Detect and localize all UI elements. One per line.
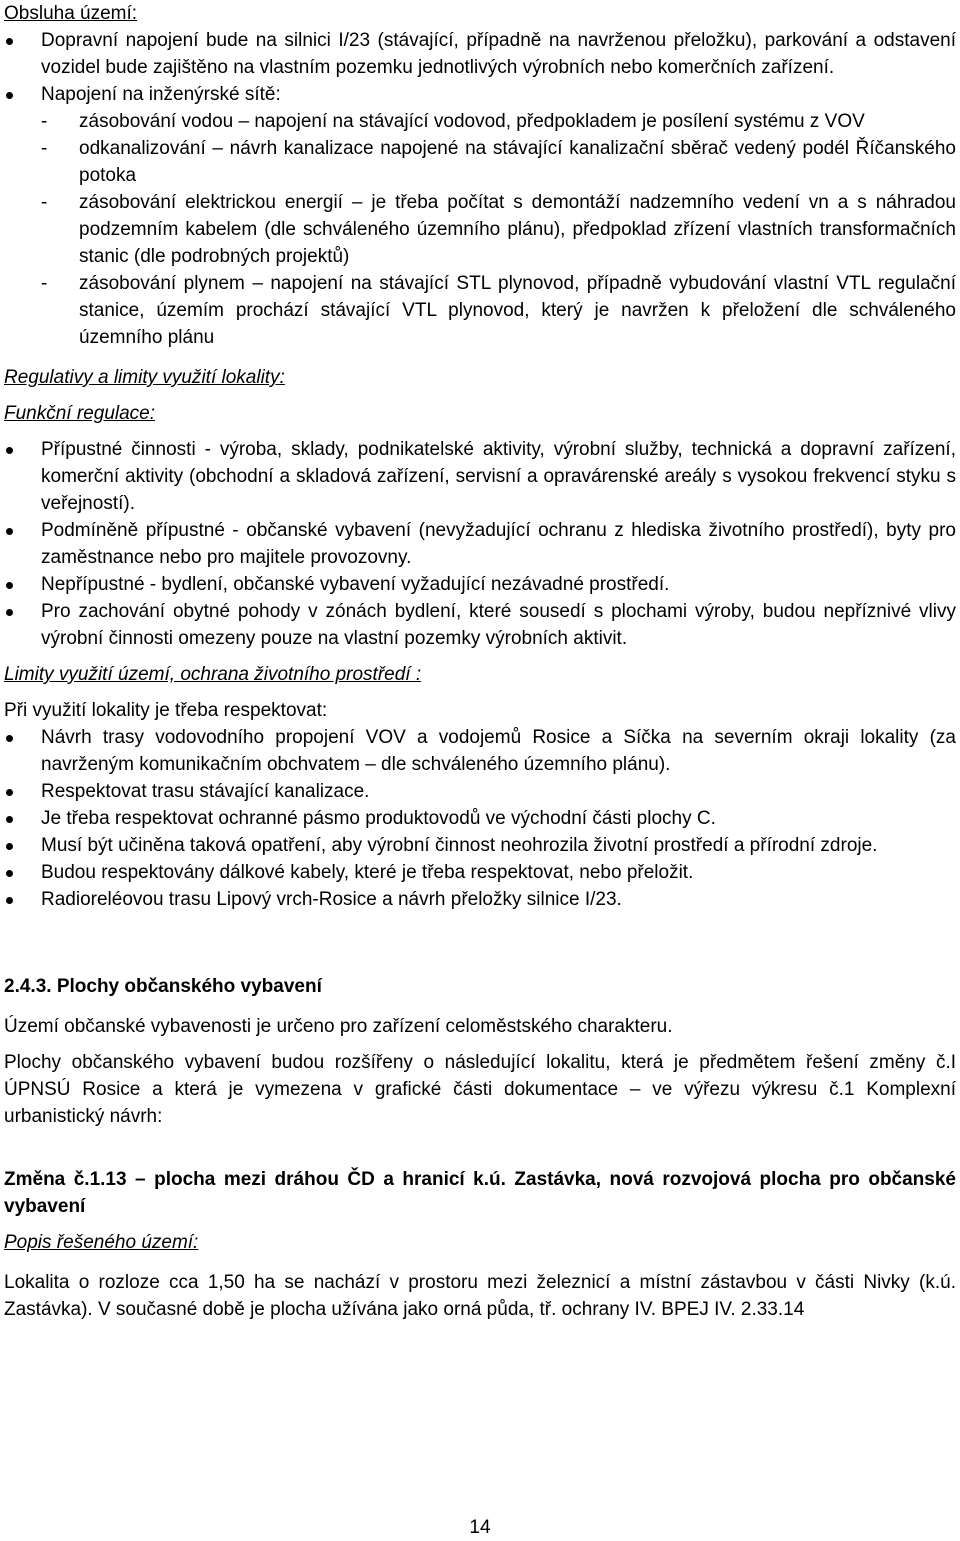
list-item: Je třeba respektovat ochranné pásmo produktovodů ve východní části plochy C.	[4, 805, 956, 832]
heading-plochy: 2.4.3. Plochy občanského vybavení	[4, 976, 322, 997]
heading-regulativy: Regulativy a limity využití lokality:	[4, 367, 285, 388]
limity-intro: Při využití lokality je třeba respektovat:	[4, 700, 328, 721]
sublist-item: - odkanalizování – návrh kanalizace napojené na stávající kanalizační sběrač vedený podél Říčanského potoka	[41, 135, 956, 189]
heading-limity: Limity využití území, ochrana životního prostředí :	[4, 664, 422, 685]
popis-paragraph: Lokalita o rozloze cca 1,50 ha se nachází v prostoru mezi železnicí a místní zástavbou v části Nivky (k.ú. Zastávka). V současné době je plocha užívána jako orná půda, tř. ochrany IV. BPEJ IV. 2.33.14	[4, 1272, 956, 1320]
document-page	[4, 0, 956, 1323]
list-item: Přípustné činnosti - výroba, sklady, podnikatelské aktivity, výrobní služby, technická a dopravní zařízení, komerční aktivity (obchodní a skladová zařízení, servisní a opravárenské areály s vysokou frekvencí styku s veřejností).	[4, 436, 956, 517]
limity-list	[4, 724, 956, 913]
sublist-item: - zásobování vodou – napojení na stávající vodovod, předpokladem je posílení systému z VOV	[41, 108, 956, 135]
plochy-paragraph-1: Území občanské vybavenosti je určeno pro zařízení celoměstského charakteru.	[4, 1016, 673, 1037]
list-item: Dopravní napojení bude na silnici I/23 (stávající, případně na navrženou přeložku), parkování a odstavení vozidel bude zajištěno na vlastním pozemku jednotlivých výrobních nebo komerčních zařízení.	[4, 27, 956, 81]
heading-obsluha: Obsluha území:	[4, 3, 138, 24]
list-item: Budou respektovány dálkové kabely, které je třeba respektovat, nebo přeložit.	[4, 859, 956, 886]
list-item: Návrh trasy vodovodního propojení VOV a vodojemů Rosice a Síčka na severním okraji lokality (za navrženým komunikačním obchvatem – dle schváleného územního plánu).	[4, 724, 956, 778]
list-item	[4, 81, 956, 351]
list-item: Podmíněně přípustné - občanské vybavení (nevyžadující ochranu z hlediska životního prostředí), byty pro zaměstnance nebo pro majitele provozovny.	[4, 517, 956, 571]
heading-zmena: Změna č.1.13 – plocha mezi dráhou ČD a hranicí k.ú. Zastávka, nová rozvojová plocha pro občanské vybavení	[4, 1169, 956, 1217]
list-item: Nepřípustné - bydlení, občanské vybavení vyžadující nezávadné prostředí.	[4, 571, 956, 598]
heading-funkcni: Funkční regulace:	[4, 403, 156, 424]
plochy-paragraph-2: Plochy občanského vybavení budou rozšířeny o následující lokalitu, která je předmětem řešení změny č.I ÚPNSÚ Rosice a která je vymezena v grafické části dokumentace – ve výřezu výkresu č.1 Komplexní urbanistický návrh:	[4, 1052, 956, 1127]
utility-sublist	[41, 108, 956, 351]
page-number: 14	[469, 1517, 491, 1538]
sublist-item: - zásobování elektrickou energií – je třeba počítat s demontáží nadzemního vedení vn a s náhradou podzemním kabelem (dle schváleného územního plánu), předpoklad zřízení vlastních transformačních stanic (dle podrobných projektů)	[41, 189, 956, 270]
list-item-text: Napojení na inženýrské sítě:	[41, 84, 281, 105]
list-item: Pro zachování obytné pohody v zónách bydlení, které sousedí s plochami výroby, budou nepříznivé vlivy výrobní činnosti omezeny pouze na vlastní pozemky výrobních aktivit.	[4, 598, 956, 652]
list-item: Respektovat trasu stávající kanalizace.	[4, 778, 956, 805]
list-item: Radioreléovou trasu Lipový vrch-Rosice a návrh přeložky silnice I/23.	[4, 886, 956, 913]
funkcni-list	[4, 436, 956, 652]
sublist-item: - zásobování plynem – napojení na stávající STL plynovod, případně vybudování vlastní VTL regulační stanice, územím prochází stávající VTL plynovod, který je navržen k přeložení dle schváleného územního plánu	[41, 270, 956, 351]
list-item: Musí být učiněna taková opatření, aby výrobní činnost neohrozila životní prostředí a přírodní zdroje.	[4, 832, 956, 859]
obsluha-list	[4, 27, 956, 351]
heading-popis: Popis řešeného území:	[4, 1232, 199, 1253]
